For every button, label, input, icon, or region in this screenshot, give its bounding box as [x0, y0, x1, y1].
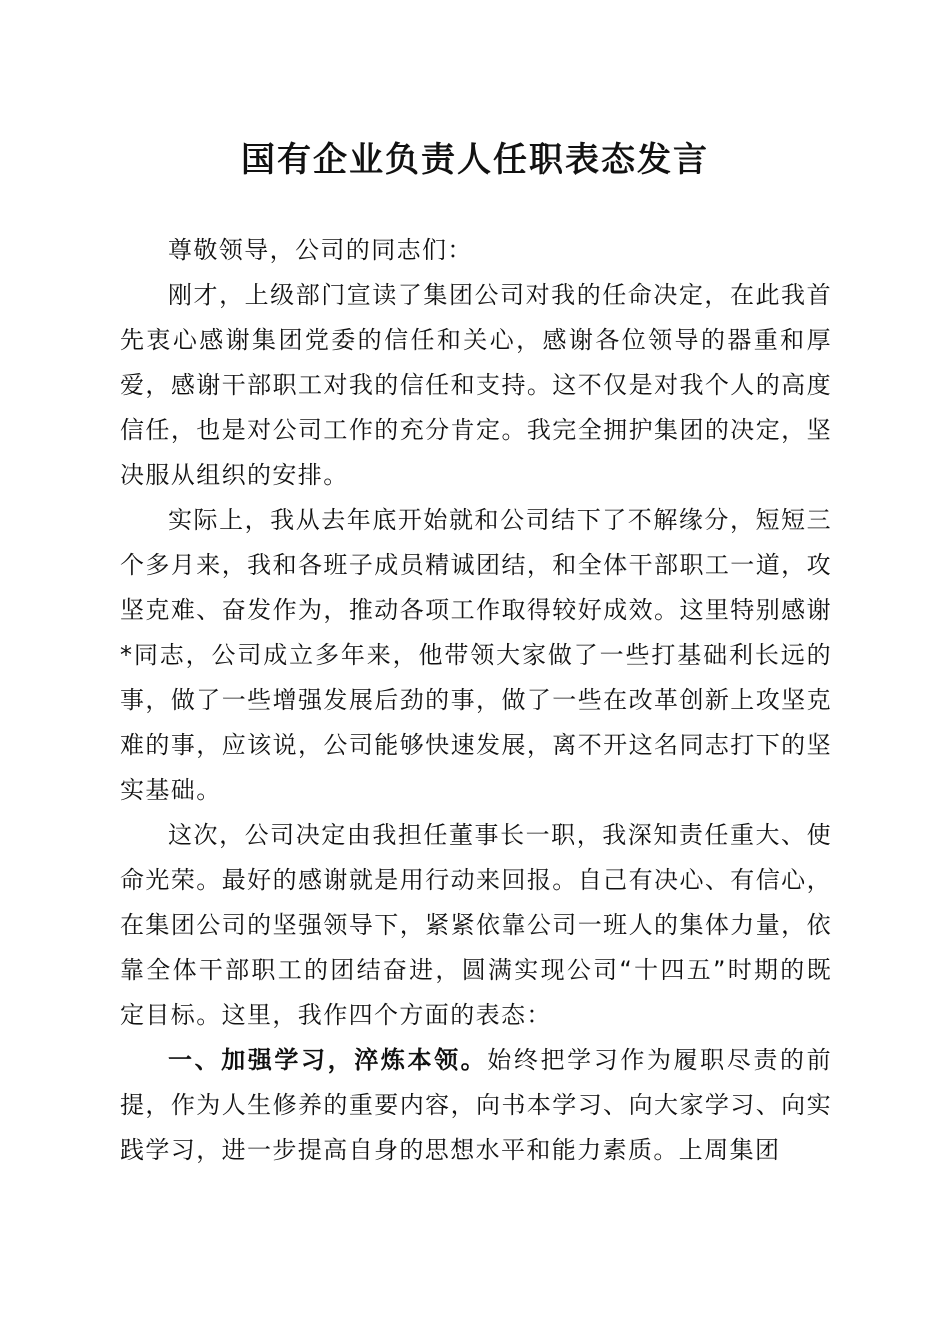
- section-1-paragraph: [120, 1038, 832, 1173]
- paragraph-1: 刚才，上级部门宣读了集团公司对我的任命决定，在此我首先衷心感谢集团党委的信任和关心，感谢各位领导的器重和厚爱，感谢干部职工对我的信任和支持。这不仅是对我个人的高度信任，也是对公司工作的充分肯定。我完全拥护集团的决定，坚决服从组织的安排。: [120, 281, 832, 489]
- paragraph-3: 这次，公司决定由我担任董事长一职，我深知责任重大、使命光荣。最好的感谢就是用行动来回报。自己有决心、有信心，在集团公司的坚强领导下，紧紧依靠公司一班人的集体力量，依靠全体干部职工的团结奋进，圆满实现公司“十四五”时期的既定目标。这里，我作四个方面的表态：: [120, 821, 832, 1029]
- document-title: 国有企业负责人任职表态发言: [241, 140, 709, 180]
- document-body: [120, 228, 832, 1173]
- section-1-heading: 一、加强学习，淬炼本领。: [168, 1046, 488, 1074]
- section-1-text: 始终把学习作为履职尽责的前提，作为人生修养的重要内容，向书本学习、向大家学习、向实践学习，进一步提高自身的思想水平和能力素质。上周集团: [120, 1046, 832, 1164]
- paragraph-2: 实际上，我从去年底开始就和公司结下了不解缘分，短短三个多月来，我和各班子成员精诚团结，和全体干部职工一道，攻坚克难、奋发作为，推动各项工作取得较好成效。这里特别感谢*同志，公司成立多年来，他带领大家做了一些打基础利长远的事，做了一些增强发展后劲的事，做了一些在改革创新上攻坚克难的事，应该说，公司能够快速发展，离不开这名同志打下的坚实基础。: [120, 506, 832, 804]
- salutation: 尊敬领导，公司的同志们：: [168, 236, 473, 264]
